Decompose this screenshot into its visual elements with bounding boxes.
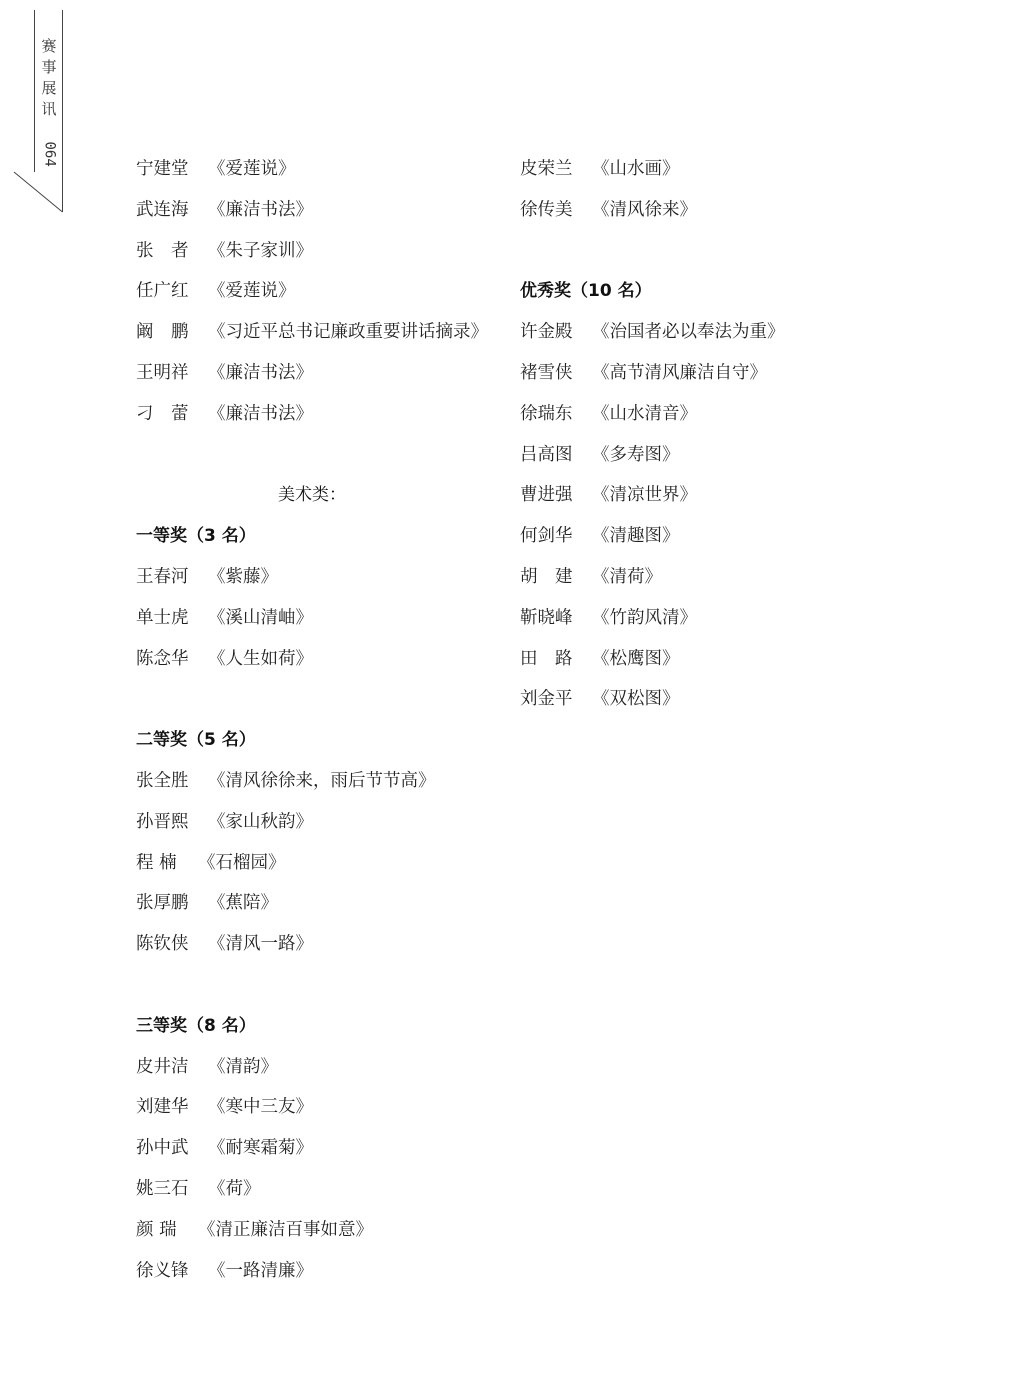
work-title: 《清风徐来》	[592, 199, 697, 220]
work-title: 《廉洁书法》	[208, 403, 313, 424]
list-item	[520, 312, 920, 353]
winner-name: 胡 建	[520, 566, 573, 587]
list-item	[136, 557, 516, 598]
winner-name: 靳晓峰	[520, 607, 573, 628]
second-prize-heading: 二等奖（5 名）	[136, 730, 256, 751]
work-title: 《清正廉洁百事如意》	[198, 1219, 373, 1240]
winner-name: 阚 鹏	[136, 322, 189, 343]
winner-name: 王春河	[136, 566, 189, 587]
winner-name: 许金殿	[520, 322, 573, 343]
winner-name: 孙晋熙	[136, 811, 189, 832]
page-number: 064	[41, 141, 58, 167]
work-title: 《紫藤》	[208, 566, 278, 587]
work-title: 《竹韵风清》	[592, 607, 697, 628]
list-item	[520, 679, 920, 720]
list-item	[136, 1047, 516, 1088]
winner-name: 徐瑞东	[520, 403, 573, 424]
list-item	[136, 1210, 516, 1251]
winner-name: 张厚鹏	[136, 893, 189, 914]
list-item	[136, 312, 516, 353]
work-title: 《廉洁书法》	[208, 199, 313, 220]
work-title: 《高节清风廉洁自守》	[592, 362, 767, 383]
list-item	[136, 1128, 516, 1169]
winner-name: 皮井洁	[136, 1056, 189, 1077]
winner-name: 王明祥	[136, 362, 189, 383]
list-item	[520, 394, 920, 435]
winner-name: 陈念华	[136, 648, 189, 669]
list-item	[136, 353, 516, 394]
winner-name: 武连海	[136, 199, 189, 220]
winner-name: 褚雪侠	[520, 362, 573, 383]
list-item	[136, 1087, 516, 1128]
winner-name: 任广红	[136, 281, 189, 302]
work-title: 《松鹰图》	[592, 648, 680, 669]
list-item	[136, 843, 516, 884]
work-title: 《双松图》	[592, 689, 680, 710]
list-item	[520, 190, 920, 231]
list-item	[520, 475, 920, 516]
excellence-prize-heading: 优秀奖（10 名）	[520, 281, 652, 302]
winner-name: 程 楠	[136, 852, 177, 873]
winner-name: 何剑华	[520, 526, 573, 547]
work-title: 《蕉陪》	[208, 893, 278, 914]
list-item	[136, 149, 516, 190]
winner-name: 刘金平	[520, 689, 573, 710]
winner-name: 张 者	[136, 240, 189, 261]
work-title: 《爱莲说》	[208, 159, 296, 179]
work-title: 《习近平总书记廉政重要讲话摘录》	[208, 322, 488, 343]
list-item	[520, 557, 920, 598]
list-item	[136, 639, 516, 680]
work-title: 《山水画》	[592, 159, 680, 179]
work-title: 《廉洁书法》	[208, 362, 313, 383]
work-title: 《清趣图》	[592, 526, 680, 547]
work-title: 《家山秋韵》	[208, 811, 313, 832]
winner-name: 徐传美	[520, 199, 573, 220]
work-title: 《清荷》	[592, 566, 662, 587]
work-title: 《石榴园》	[198, 852, 286, 873]
work-title: 《寒中三友》	[208, 1097, 313, 1118]
winner-name: 姚三石	[136, 1178, 189, 1199]
third-prize-heading: 三等奖（8 名）	[136, 1015, 256, 1036]
work-title: 《清风徐徐来，雨后节节高》	[208, 770, 436, 791]
winner-name: 吕高图	[520, 444, 573, 465]
work-title: 《溪山清岫》	[208, 607, 313, 628]
list-item	[136, 231, 516, 272]
list-item	[136, 802, 516, 843]
winner-name: 刁 蕾	[136, 403, 189, 424]
category-title: 美术类：	[278, 485, 346, 506]
list-item	[136, 761, 516, 802]
work-title: 《清风一路》	[208, 934, 313, 955]
right-column	[520, 149, 920, 720]
winner-name: 宁建堂	[136, 159, 189, 179]
winner-name: 皮荣兰	[520, 159, 573, 179]
work-title: 《山水清音》	[592, 403, 697, 424]
work-title: 《一路清廉》	[208, 1260, 313, 1281]
list-item	[520, 516, 920, 557]
list-item	[136, 883, 516, 924]
left-column	[136, 149, 516, 1291]
work-title: 《朱子家训》	[208, 240, 313, 261]
work-title: 《多寿图》	[592, 444, 680, 465]
list-item	[520, 435, 920, 476]
winner-name: 孙中武	[136, 1138, 189, 1159]
winner-name: 单士虎	[136, 607, 189, 628]
work-title: 《耐寒霜菊》	[208, 1138, 313, 1159]
list-item	[136, 1169, 516, 1210]
winner-name: 刘建华	[136, 1097, 189, 1118]
work-title: 《清凉世界》	[592, 485, 697, 506]
list-item	[136, 190, 516, 231]
work-title: 《人生如荷》	[208, 648, 313, 669]
list-item	[520, 598, 920, 639]
work-title: 《清韵》	[208, 1056, 278, 1077]
list-item	[136, 1251, 516, 1292]
work-title: 《荷》	[208, 1178, 261, 1199]
first-prize-heading: 一等奖（3 名）	[136, 526, 256, 547]
winner-name: 曹进强	[520, 485, 573, 506]
winner-name: 颜 瑞	[136, 1219, 177, 1240]
list-item	[520, 353, 920, 394]
winner-name: 张全胜	[136, 770, 189, 791]
section-label: 赛 事 展 讯	[41, 37, 57, 118]
list-item	[136, 271, 516, 312]
list-item	[520, 149, 920, 190]
list-item	[520, 639, 920, 680]
winner-name: 徐义锋	[136, 1260, 189, 1281]
winner-name: 陈钦侠	[136, 934, 189, 955]
work-title: 《爱莲说》	[208, 281, 296, 302]
work-title: 《治国者必以奉法为重》	[592, 322, 785, 343]
list-item	[136, 924, 516, 965]
list-item	[136, 394, 516, 435]
winner-name: 田 路	[520, 648, 573, 669]
list-item	[136, 598, 516, 639]
